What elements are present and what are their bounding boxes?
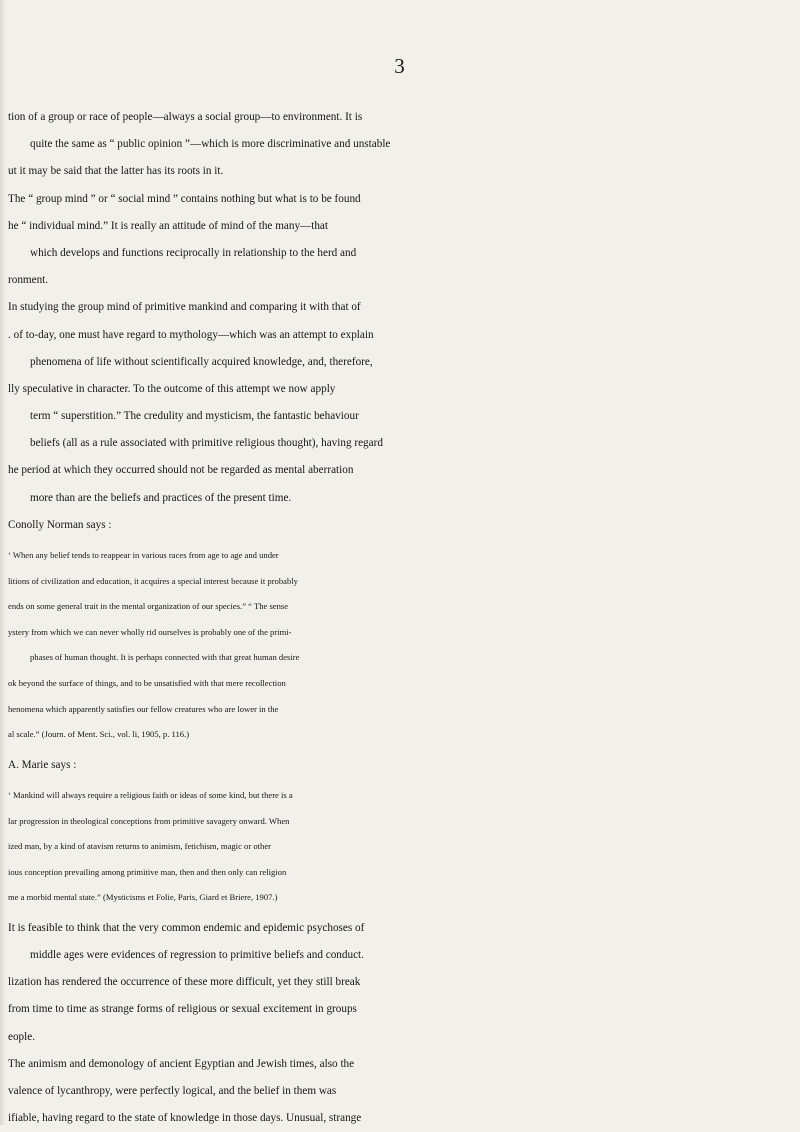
quote-line: henomena which apparently satisfies our fellow creatures who are lower in the [8, 703, 279, 714]
text-line: A. Marie says : [8, 758, 77, 771]
quote-line: ‘ Mankind will always require a religious faith or ideas of some kind, but there is a [8, 789, 293, 800]
text-line: quite the same as “ public opinion ”—which is more discriminative and unstable [30, 138, 391, 151]
text-line: The “ group mind ” or “ social mind ” contains nothing but what is to be found [8, 192, 361, 205]
text-line: valence of lycanthropy, were perfectly logical, and the belief in them was [8, 1085, 337, 1098]
page-number: 3 [394, 54, 406, 78]
quote-line: ystery from which we can never wholly rid ourselves is probably one of the primi- [8, 626, 292, 637]
text-line: middle ages were evidences of regression to primitive beliefs and conduct. [30, 949, 364, 962]
quote-line: ends on some general trait in the mental organization of our species.” “ The sense [8, 601, 289, 612]
body-text [0, 104, 800, 1132]
text-line: he period at which they occurred should not be regarded as mental aberration [8, 464, 354, 477]
quote-line: me a morbid mental state.” (Mysticisms et Folie, Paris, Giard et Briere, 1907.) [8, 892, 278, 903]
text-line: lly speculative in character. To the outcome of this attempt we now apply [8, 382, 336, 395]
text-line: ifiable, having regard to the state of knowledge in those days. Unusual, strange [8, 1112, 362, 1125]
text-line: Conolly Norman says : [8, 518, 112, 531]
text-line: tion of a group or race of people—always a social group—to environment. It is [8, 111, 363, 123]
text-line: lization has rendered the occurrence of these more difficult, yet they still break [8, 976, 361, 989]
text-line: The animism and demonology of ancient Egyptian and Jewish times, also the [8, 1057, 355, 1070]
text-line: ronment. [8, 274, 49, 287]
text-line: eople. [8, 1030, 36, 1043]
quote-line: lar progression in theological conceptions from primitive savagery onward. When [8, 815, 290, 826]
text-line: phenomena of life without scientifically acquired knowledge, and, therefore, [30, 355, 373, 368]
text-line: ut it may be said that the latter has its roots in it. [8, 165, 224, 178]
text-line: In studying the group mind of primitive mankind and comparing it with that of [8, 301, 361, 314]
quote-line: litions of civilization and education, it acquires a special interest because it probably [8, 575, 298, 586]
quote-line: ‘ When any belief tends to reappear in various races from age to age and under [8, 550, 279, 560]
text-line: from time to time as strange forms of religious or sexual excitement in groups [8, 1003, 357, 1016]
text-line: which develops and functions reciprocally in relationship to the herd and [30, 246, 357, 259]
text-line: It is feasible to think that the very common endemic and epidemic psychoses of [8, 921, 365, 934]
quote-line: ized man, by a kind of atavism returns to animism, fetichism, magic or other [8, 841, 271, 852]
text-line: he “ individual mind.” It is really an attitude of mind of the many—that [8, 219, 329, 232]
text-line: beliefs (all as a rule associated with primitive religious thought), having regard [30, 437, 383, 450]
quote-line: phases of human thought. It is perhaps connected with that great human desire [30, 652, 300, 663]
quote-line: al scale.” (Journ. of Ment. Sci., vol. li, 1905, p. 116.) [8, 729, 190, 740]
text-line: term “ superstition.” The credulity and mysticism, the fantastic behaviour [30, 410, 359, 423]
quote-line: ious conception prevailing among primitive man, then and then only can religion [8, 866, 287, 877]
text-line: more than are the beliefs and practices of the present time. [30, 491, 292, 504]
quote-line: ok beyond the surface of things, and to be unsatisfied with that mere recollection [8, 677, 286, 688]
text-line: . of to-day, one must have regard to mythology—which was an attempt to explain [8, 328, 374, 341]
